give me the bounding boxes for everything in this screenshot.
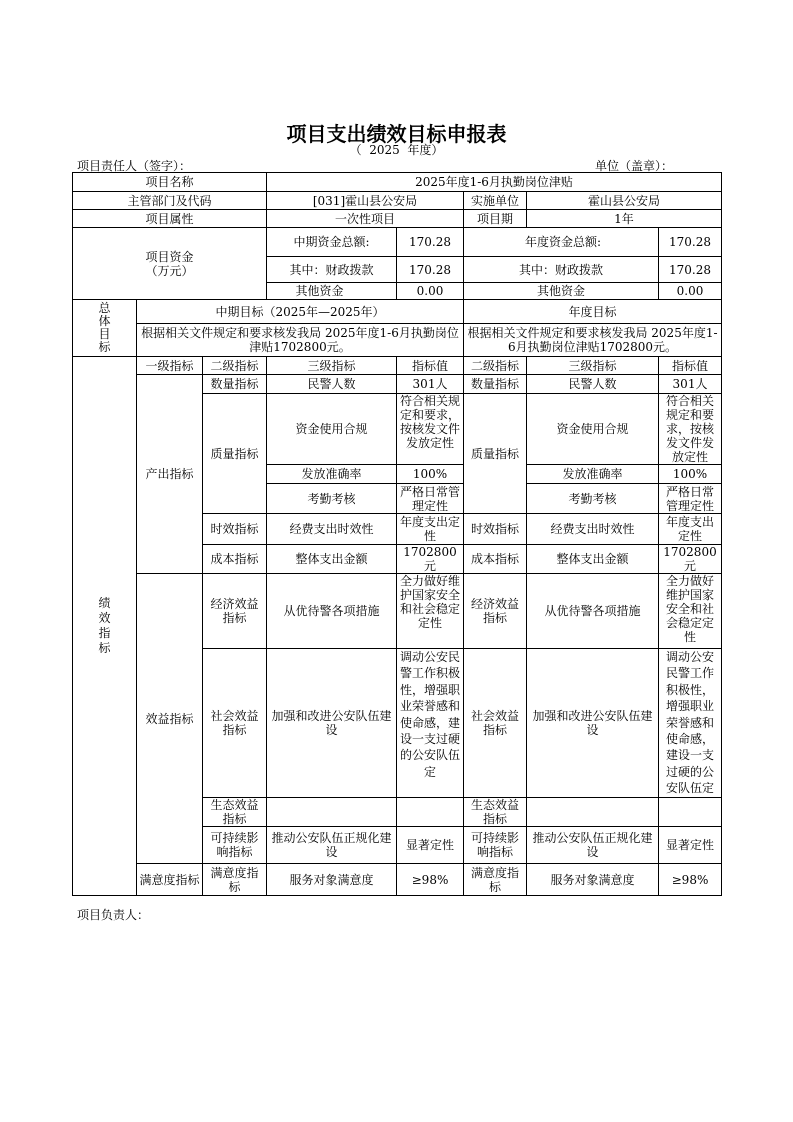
economic-value bbox=[397, 574, 464, 649]
attr-label: 项目属性 bbox=[73, 210, 267, 228]
satisfaction-l3-year: 服务对象满意度 bbox=[527, 864, 659, 896]
economic-value-year-text: 全力做好维护国家安全和社会稳定定性 bbox=[665, 574, 714, 644]
eco-l2: 生态效益指标 bbox=[203, 798, 267, 827]
cost-l2: 成本指标 bbox=[203, 545, 267, 574]
funds-label: 项目资金 （万元） bbox=[73, 228, 267, 300]
economic-l3-year: 从优待警各项措施 bbox=[527, 574, 659, 649]
satisfaction-l2: 满意度指标 bbox=[203, 864, 267, 896]
impl-unit-label: 实施单位 bbox=[464, 192, 527, 210]
period-label: 项目期 bbox=[464, 210, 527, 228]
time-l3: 经费支出时效性 bbox=[267, 514, 397, 545]
quantity-l2: 数量指标 bbox=[203, 375, 267, 394]
quality1-value-text: 符合相关规定和要求，按核发文件发放定性 bbox=[399, 394, 460, 450]
mid-fiscal-label: 其中：财政拨款 bbox=[267, 257, 397, 283]
mid-goal-text: 根据相关文件规定和要求核发我局 2025年度1-6月执勤岗位津贴1702800元。 bbox=[137, 324, 464, 357]
satisfaction-l3: 服务对象满意度 bbox=[267, 864, 397, 896]
social-l2-year: 社会效益指标 bbox=[464, 649, 527, 798]
satisfaction-value-year: ≥98% bbox=[659, 864, 722, 896]
economic-l2: 经济效益指标 bbox=[203, 574, 267, 649]
year-goal-header: 年度目标 bbox=[464, 300, 722, 324]
quality2-value: 100% bbox=[397, 465, 464, 484]
eco-value bbox=[397, 798, 464, 827]
economic-l3: 从优待警各项措施 bbox=[267, 574, 397, 649]
quality3-l3: 考勤考核 bbox=[267, 484, 397, 514]
year-fiscal-value: 170.28 bbox=[659, 257, 722, 283]
time-value: 年度支出定性 bbox=[397, 514, 464, 545]
cost-l3-year: 整体支出金额 bbox=[527, 545, 659, 574]
social-value-year-text: 调动公安民警工作积极性，增强职业荣誉感和使命感，建设一支过硬的公安队伍定 bbox=[665, 650, 714, 796]
quantity-l3-year: 民警人数 bbox=[527, 375, 659, 394]
eco-l3-year bbox=[527, 798, 659, 827]
year-other-value: 0.00 bbox=[659, 283, 722, 300]
mid-total-value: 170.28 bbox=[397, 228, 464, 257]
social-l3: 加强和改进公安队伍建设 bbox=[267, 649, 397, 798]
cost-l2-year: 成本指标 bbox=[464, 545, 527, 574]
project-name-value: 2025年度1-6月执勤岗位津贴 bbox=[267, 173, 722, 192]
period-value: 1年 bbox=[527, 210, 722, 228]
header-value-year: 指标值 bbox=[659, 357, 722, 375]
quantity-value-year: 301人 bbox=[659, 375, 722, 394]
quantity-l2-year: 数量指标 bbox=[464, 375, 527, 394]
benefit-label: 效益指标 bbox=[137, 574, 203, 864]
cost-value: 1702800元 bbox=[397, 545, 464, 574]
time-value-year: 年度支出定性 bbox=[659, 514, 722, 545]
quality2-l3-year: 发放准确率 bbox=[527, 465, 659, 484]
economic-l2-year: 经济效益指标 bbox=[464, 574, 527, 649]
satisfaction-label: 满意度指标 bbox=[137, 864, 203, 896]
year-goal-text: 根据相关文件规定和要求核发我局 2025年度1-6月执勤岗位津贴1702800元。 bbox=[464, 324, 722, 357]
unit-stamp-label: 单位（盖章）： bbox=[595, 159, 674, 173]
sustain-value: 显著定性 bbox=[397, 827, 464, 864]
quality2-value-year: 100% bbox=[659, 465, 722, 484]
header-level2: 二级指标 bbox=[203, 357, 267, 375]
project-name-label: 项目名称 bbox=[73, 173, 267, 192]
year-fiscal-label: 其中：财政拨款 bbox=[464, 257, 659, 283]
quantity-value: 301人 bbox=[397, 375, 464, 394]
header-level1: 一级指标 bbox=[137, 357, 203, 375]
impl-unit-value: 霍山县公安局 bbox=[527, 192, 722, 210]
mid-total-label: 中期资金总额: bbox=[267, 228, 397, 257]
header-level3: 三级指标 bbox=[267, 357, 397, 375]
mid-other-value: 0.00 bbox=[397, 283, 464, 300]
quality3-value-year: 严格日常管理定性 bbox=[659, 484, 722, 514]
sustain-l2: 可持续影响指标 bbox=[203, 827, 267, 864]
social-value bbox=[397, 649, 464, 798]
quality-l2-year: 质量指标 bbox=[464, 394, 527, 514]
year-total-label: 年度资金总额: bbox=[464, 228, 659, 257]
project-leader-label: 项目负责人： bbox=[77, 908, 150, 922]
cost-value-year: 1702800元 bbox=[659, 545, 722, 574]
mid-goal-header: 中期目标（2025年—2025年） bbox=[137, 300, 464, 324]
header-value: 指标值 bbox=[397, 357, 464, 375]
economic-value-text: 全力做好维护国家安全和社会稳定定性 bbox=[399, 574, 460, 630]
year-other-label: 其他资金 bbox=[464, 283, 659, 300]
sustain-l2-year: 可持续影响指标 bbox=[464, 827, 527, 864]
performance-target-form bbox=[72, 172, 722, 896]
responsible-signature-label: 项目责任人（签字）： bbox=[77, 159, 192, 173]
quality3-value: 严格日常管理定性 bbox=[397, 484, 464, 514]
quality3-l3-year: 考勤考核 bbox=[527, 484, 659, 514]
sustain-l3-year: 推动公安队伍正规化建设 bbox=[527, 827, 659, 864]
quality1-value-year-text: 符合相关规定和要求，按核发文件发放定性 bbox=[665, 394, 714, 464]
social-l3-year: 加强和改进公安队伍建设 bbox=[527, 649, 659, 798]
eco-value-year bbox=[659, 798, 722, 827]
satisfaction-value: ≥98% bbox=[397, 864, 464, 896]
social-l2: 社会效益指标 bbox=[203, 649, 267, 798]
quality1-l3-year: 资金使用合规 bbox=[527, 394, 659, 465]
quality1-l3: 资金使用合规 bbox=[267, 394, 397, 465]
sustain-l3: 推动公安队伍正规化建设 bbox=[267, 827, 397, 864]
header-level2-year: 二级指标 bbox=[464, 357, 527, 375]
satisfaction-l2-year: 满意度指标 bbox=[464, 864, 527, 896]
time-l3-year: 经费支出时效性 bbox=[527, 514, 659, 545]
year-total-value: 170.28 bbox=[659, 228, 722, 257]
year-line: （ 2025 年度） bbox=[349, 143, 444, 157]
sustain-value-year: 显著定性 bbox=[659, 827, 722, 864]
dept-label: 主管部门及代码 bbox=[73, 192, 267, 210]
social-value-year bbox=[659, 649, 722, 798]
quality1-value bbox=[397, 394, 464, 465]
eco-l3 bbox=[267, 798, 397, 827]
page-title: 项目支出绩效目标申报表 bbox=[286, 122, 507, 146]
header-level3-year: 三级指标 bbox=[527, 357, 659, 375]
quantity-l3: 民警人数 bbox=[267, 375, 397, 394]
economic-value-year bbox=[659, 574, 722, 649]
quality2-l3: 发放准确率 bbox=[267, 465, 397, 484]
social-value-text: 调动公安民警工作积极性，增强职业荣誉感和使命感，建设一支过硬的公安队伍定 bbox=[399, 650, 460, 779]
quality-l2: 质量指标 bbox=[203, 394, 267, 514]
quality1-value-year bbox=[659, 394, 722, 465]
overall-goal-label: 总 体 目 标 bbox=[73, 300, 137, 357]
mid-other-label: 其他资金 bbox=[267, 283, 397, 300]
output-label: 产出指标 bbox=[137, 375, 203, 574]
cost-l3: 整体支出金额 bbox=[267, 545, 397, 574]
mid-fiscal-value: 170.28 bbox=[397, 257, 464, 283]
time-l2: 时效指标 bbox=[203, 514, 267, 545]
eco-l2-year: 生态效益指标 bbox=[464, 798, 527, 827]
time-l2-year: 时效指标 bbox=[464, 514, 527, 545]
dept-value: [031]霍山县公安局 bbox=[267, 192, 464, 210]
attr-value: 一次性项目 bbox=[267, 210, 464, 228]
performance-label: 绩 效 指 标 bbox=[73, 357, 137, 896]
